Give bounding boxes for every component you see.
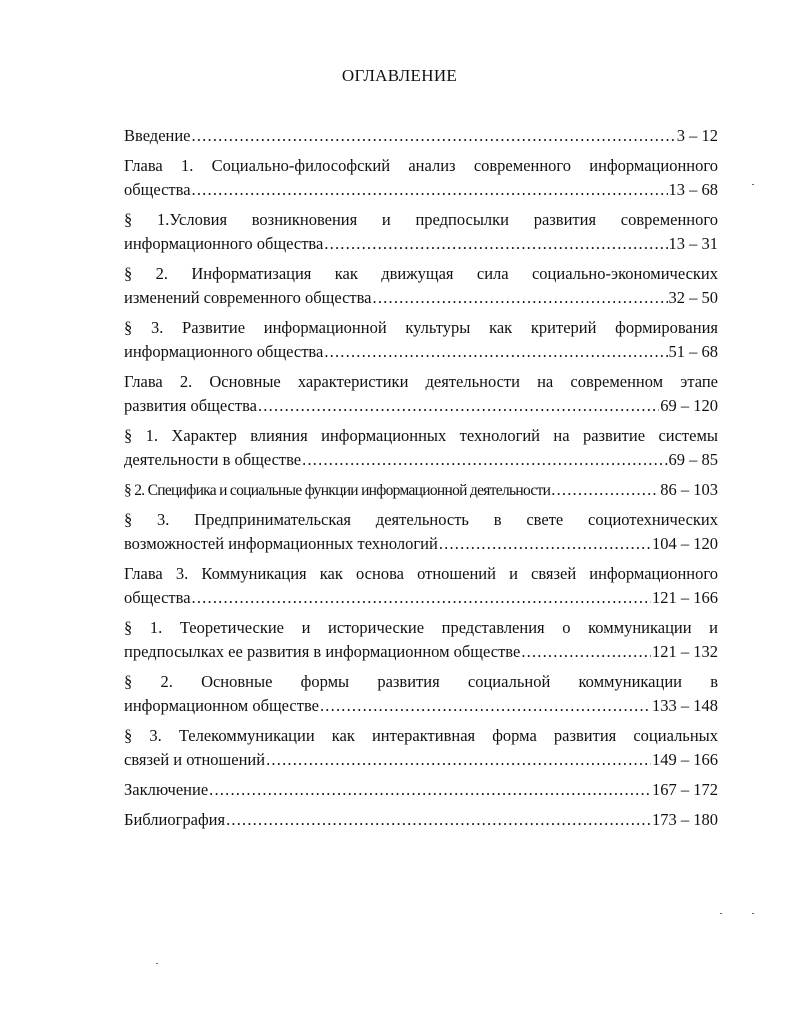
dot-leader bbox=[302, 448, 667, 472]
toc-entry-1-3-line: § 3. Развитие информационной культуры как критерий формирования bbox=[124, 318, 718, 337]
dot-leader bbox=[324, 232, 667, 256]
toc-entry-label: § 2. Специфика и социальные функции информационной деятельности bbox=[124, 482, 551, 499]
toc-entry-pages: 121 – 166 bbox=[652, 588, 718, 607]
toc-entry-chapter-2-line: Глава 2. Основные характеристики деятельности на современном этапе bbox=[124, 372, 718, 391]
toc-entry-3-3 bbox=[124, 748, 718, 772]
dot-leader bbox=[521, 640, 651, 664]
scan-speck bbox=[156, 963, 158, 964]
toc-entry-label: информационного общества bbox=[124, 234, 324, 253]
toc-entry-3-2 bbox=[124, 694, 718, 718]
toc-entry-3-2-line: § 2. Основные формы развития социальной коммуникации в bbox=[124, 672, 718, 691]
toc-entry-2-1-line: § 1. Характер влияния информационных технологий на развитие системы bbox=[124, 426, 718, 445]
toc-entry-pages: 167 – 172 bbox=[652, 780, 718, 799]
toc-entry-pages: 121 – 132 bbox=[652, 642, 718, 661]
toc-entry-2-3-line: § 3. Предпринимательская деятельность в свете социотехнических bbox=[124, 510, 718, 529]
toc-entry-pages: 51 – 68 bbox=[668, 342, 718, 361]
toc-entry-3-1 bbox=[124, 640, 718, 664]
toc-entry-pages: 3 – 12 bbox=[676, 126, 718, 145]
dot-leader bbox=[192, 178, 668, 202]
scan-speck bbox=[752, 913, 754, 914]
toc-entry-1-3 bbox=[124, 340, 718, 364]
toc-entry-3-3-line: § 3. Телекоммуникации как интерактивная форма развития социальных bbox=[124, 726, 718, 745]
dot-leader bbox=[324, 340, 667, 364]
toc-entry-pages: 149 – 166 bbox=[652, 750, 718, 769]
dot-leader bbox=[373, 286, 668, 310]
toc-entry-label: информационном обществе bbox=[124, 696, 319, 715]
scan-speck bbox=[720, 913, 722, 914]
dot-leader bbox=[439, 532, 651, 556]
toc-entry-pages: 133 – 148 bbox=[652, 696, 718, 715]
toc-entry-pages: 104 – 120 bbox=[652, 534, 718, 553]
toc-entry-bibliography bbox=[124, 808, 718, 832]
table-of-contents bbox=[124, 124, 718, 832]
toc-entry-label: общества bbox=[124, 180, 191, 199]
toc-entry-label: возможностей информационных технологий bbox=[124, 534, 438, 553]
toc-entry-1-1-line: § 1.Условия возникновения и предпосылки развития современного bbox=[124, 210, 718, 229]
toc-entry-chapter-3-line: Глава 3. Коммуникация как основа отношений и связей информационного bbox=[124, 564, 718, 583]
toc-entry-label: общества bbox=[124, 588, 191, 607]
toc-entry-chapter-1 bbox=[124, 178, 718, 202]
toc-entry-introduction bbox=[124, 124, 718, 148]
scan-speck bbox=[752, 184, 754, 185]
toc-entry-3-1-line: § 1. Теоретические и исторические представления о коммуникации и bbox=[124, 618, 718, 637]
toc-entry-pages: 86 – 103 bbox=[660, 480, 718, 499]
toc-entry-2-2 bbox=[124, 478, 718, 502]
toc-entry-pages: 173 – 180 bbox=[652, 810, 718, 829]
toc-entry-label: деятельности в обществе bbox=[124, 450, 302, 469]
page-title: ОГЛАВЛЕНИЕ bbox=[341, 66, 458, 85]
toc-entry-label: информационного общества bbox=[124, 342, 324, 361]
toc-entry-label: развития общества bbox=[124, 396, 257, 415]
toc-entry-label: связей и отношений bbox=[124, 750, 266, 769]
toc-entry-pages: 13 – 68 bbox=[668, 180, 718, 199]
toc-entry-1-2-line: § 2. Информатизация как движущая сила социально-экономических bbox=[124, 264, 718, 283]
toc-entry-label: изменений современного общества bbox=[124, 288, 372, 307]
toc-entry-conclusion bbox=[124, 778, 718, 802]
toc-entry-2-1 bbox=[124, 448, 718, 472]
dot-leader bbox=[258, 394, 659, 418]
dot-leader bbox=[226, 808, 651, 832]
toc-entry-label: Заключение bbox=[124, 780, 209, 799]
toc-entry-pages: 32 – 50 bbox=[668, 288, 718, 307]
toc-entry-pages: 13 – 31 bbox=[668, 234, 718, 253]
toc-entry-chapter-3 bbox=[124, 586, 718, 610]
dot-leader bbox=[320, 694, 651, 718]
dot-leader bbox=[551, 478, 659, 502]
dot-leader bbox=[266, 748, 651, 772]
toc-entry-label: предпосылках ее развития в информационном обществе bbox=[124, 642, 521, 661]
toc-entry-label: Введение bbox=[124, 126, 191, 145]
toc-entry-label: Библиография bbox=[124, 810, 226, 829]
toc-entry-pages: 69 – 85 bbox=[668, 450, 718, 469]
toc-entry-chapter-2 bbox=[124, 394, 718, 418]
toc-entry-1-2 bbox=[124, 286, 718, 310]
toc-entry-2-3 bbox=[124, 532, 718, 556]
toc-entry-pages: 69 – 120 bbox=[660, 396, 718, 415]
toc-entry-chapter-1-line: Глава 1. Социально-философский анализ современного информационного bbox=[124, 156, 718, 175]
dot-leader bbox=[192, 586, 651, 610]
dot-leader bbox=[192, 124, 676, 148]
toc-entry-1-1 bbox=[124, 232, 718, 256]
dot-leader bbox=[209, 778, 651, 802]
